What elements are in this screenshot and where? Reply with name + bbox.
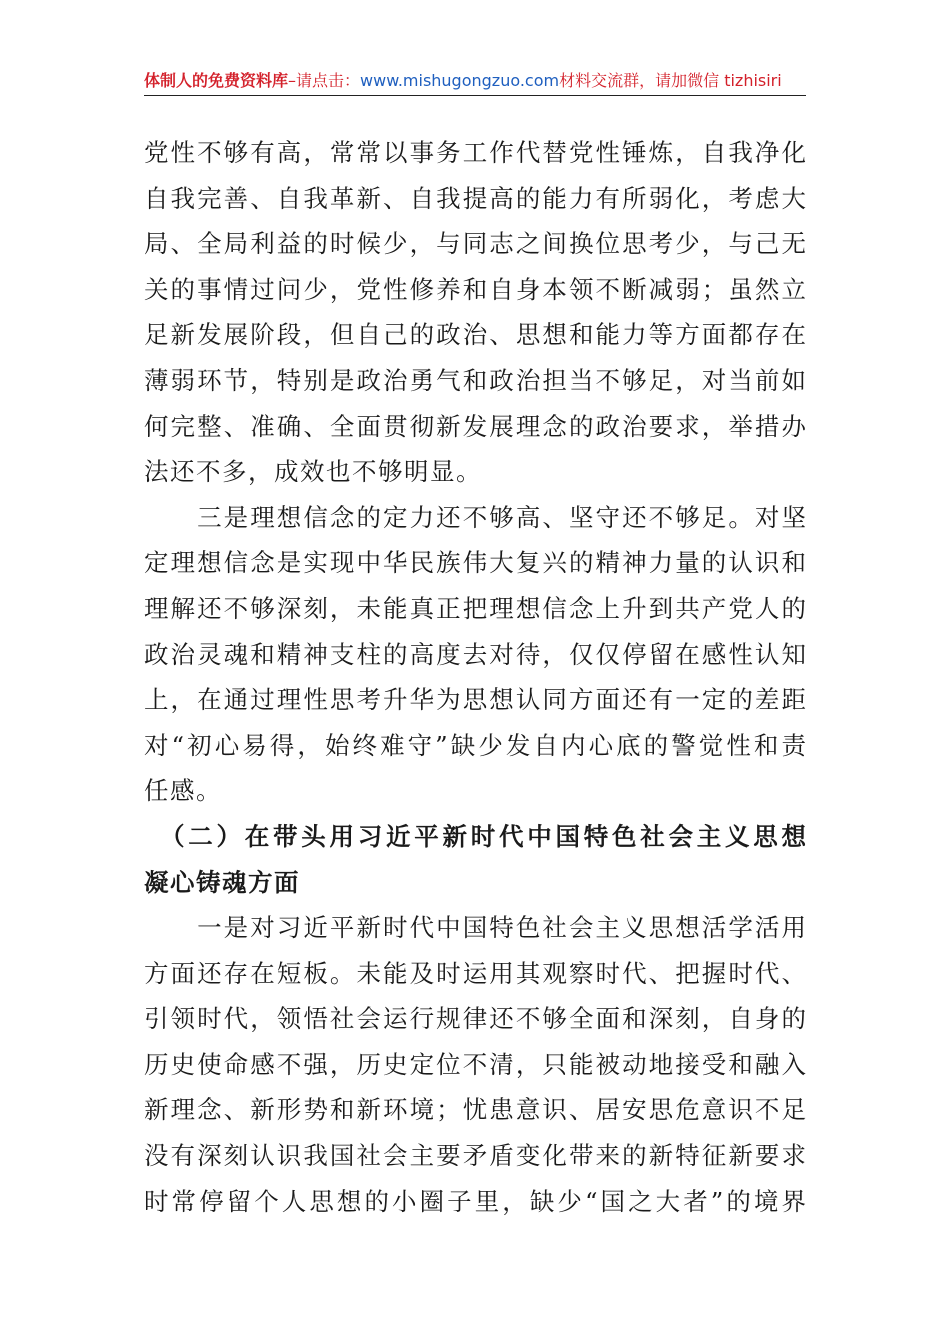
paragraph-line: 三是理想信念的定力还不够高、坚守还不够足。对坚 (144, 502, 806, 532)
paragraph-line: 何完整、准确、全面贯彻新发展理念的政治要求，举措办 (144, 411, 806, 441)
paragraph-line: 足新发展阶段，但自己的政治、思想和能力等方面都存在 (144, 320, 806, 350)
paragraph-line: 薄弱环节，特别是政治勇气和政治担当不够足，对当前如 (144, 365, 806, 395)
paragraph-line: 上，在通过理性思考升华为思想认同方面还有一定的差距 (144, 685, 806, 715)
section-heading-line: 凝心铸魂方面 (144, 867, 300, 897)
paragraph-line: 法还不多，成效也不够明显。 (144, 457, 482, 487)
paragraph-line: 时常停留个人思想的小圈子里，缺少“国之大者”的境界 (144, 1186, 806, 1216)
paragraph-line: 对“初心易得，始终难守”缺少发自内心底的警觉性和责 (144, 730, 806, 760)
paragraph-line: 任感。 (144, 776, 222, 806)
paragraph-line: 方面还存在短板。未能及时运用其观察时代、把握时代、 (144, 958, 806, 988)
header-brand: 体制人的免费资料库 (144, 71, 289, 90)
paragraph-line: 一是对习近平新时代中国特色社会主义思想活学活用 (144, 913, 806, 943)
paragraph-line: 自我完善、自我革新、自我提高的能力有所弱化，考虑大 (144, 183, 806, 213)
paragraph-line: 定理想信念是实现中华民族伟大复兴的精神力量的认识和 (144, 548, 806, 578)
paragraph-line: 没有深刻认识我国社会主要矛盾变化带来的新特征新要求 (144, 1141, 806, 1171)
paragraph-line: 党性不够有高，常常以事务工作代替党性锤炼，自我净化 (144, 138, 806, 167)
header-contact: 材料交流群，请加微信 tizhisiri (559, 71, 782, 90)
document-header (144, 66, 806, 96)
section-heading-line: （二）在带头用习近平新时代中国特色社会主义思想 (144, 821, 806, 851)
paragraph-line: 关的事情过问少，党性修养和自身本领不断减弱；虽然立 (144, 274, 806, 304)
paragraph-line: 理解还不够深刻，未能真正把理想信念上升到共产党人的 (144, 593, 806, 623)
document-body (144, 130, 806, 1224)
paragraph-line: 政治灵魂和精神支柱的高度去对待，仅仅停留在感性认知 (144, 639, 806, 669)
header-separator: –请点击： (288, 71, 361, 90)
paragraph-line: 历史使命感不强，历史定位不清，只能被动地接受和融入 (144, 1049, 806, 1079)
paragraph-line: 引领时代，领悟社会运行规律还不够全面和深刻，自身的 (144, 1004, 806, 1034)
paragraph-line: 局、全局利益的时候少，与同志之间换位思考少，与己无 (144, 229, 806, 259)
header-url-link[interactable]: www.mishugongzuo.com (360, 71, 560, 90)
paragraph-line: 新理念、新形势和新环境；忧患意识、居安思危意识不足 (144, 1095, 806, 1125)
